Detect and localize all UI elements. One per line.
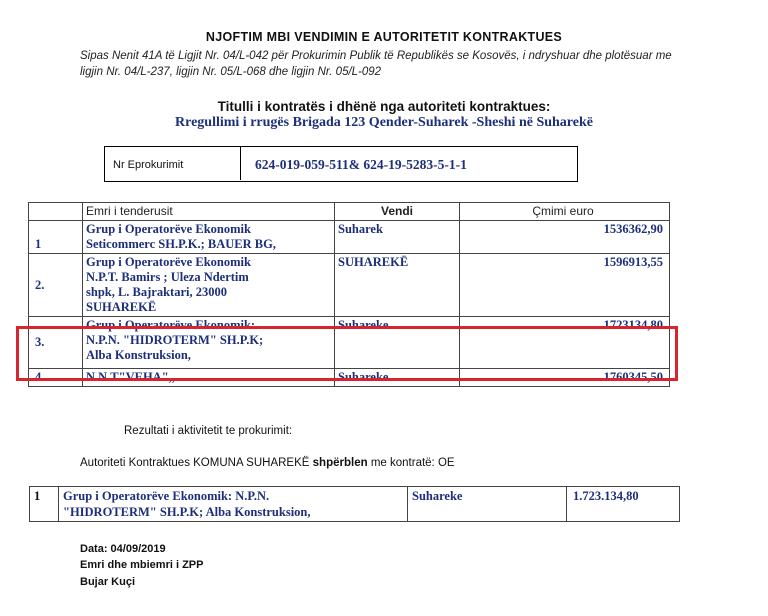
legal-basis xyxy=(80,48,720,80)
header-bidder-name: Emri i tenderusit xyxy=(83,203,335,221)
bidder-name-line: N.P.N. "HIDROTERM" SH.P.K; xyxy=(86,333,264,347)
award-verb: shpërblen xyxy=(312,457,368,469)
bidder-name-line: N.P.T. Bamirs ; Uleza Ndertim xyxy=(86,270,249,284)
legal-basis-line-2: ligjin Nr. 04/L-237, ligjin Nr. 05/L-068 dhe ligjin Nr. 05/L-092 xyxy=(80,66,382,78)
table-row xyxy=(29,221,670,254)
bidder-name-line: SUHAREKË xyxy=(86,300,157,314)
award-table xyxy=(29,486,680,522)
row-city: Suhareke xyxy=(335,369,460,387)
bidder-name-line: Grup i Operatorëve Ekonomik xyxy=(86,255,251,269)
footer-date: Data: 04/09/2019 xyxy=(80,543,166,555)
legal-basis-line-1: Sipas Nenit 41A të Ligjit Nr. 04/L-042 për Prokurimin Publik të Republikës se Kosovës, i ndryshuar dhe plotësuar me xyxy=(80,50,672,62)
row-city: Suhareke xyxy=(335,317,460,369)
award-suffix: me kontratë: OE xyxy=(370,457,455,469)
row-num: 4. xyxy=(29,369,83,387)
footer-name: Bujar Kuçi xyxy=(80,576,136,588)
row-price: 1596913,55 xyxy=(460,254,670,317)
award-prefix: Autoriteti Kontraktues KOMUNA SUHAREKË xyxy=(80,457,310,469)
bidder-name-line: Alba Konstruksion, xyxy=(86,348,191,362)
bidder-name-line: shpk, L. Bajraktari, 23000 xyxy=(86,285,227,299)
row-bidder-name xyxy=(83,254,335,317)
contract-title: Rregullimi i rrugës Brigada 123 Qender-Suharek -Sheshi në Suharekë xyxy=(175,115,593,130)
row-price: 1723134,80 xyxy=(460,317,670,369)
row-num: 2. xyxy=(29,254,83,317)
row-price: 1536362,90 xyxy=(460,221,670,254)
header-city: Vendi xyxy=(335,203,460,221)
award-city: Suhareke xyxy=(408,487,567,522)
award-statement xyxy=(80,457,455,469)
row-price: 1760345,50 xyxy=(460,369,670,387)
bidder-name-line: Seticommerc SH.P.K.; BAUER BG, xyxy=(86,237,276,251)
bidder-name-line: Grup i Operatorëve Ekonomik xyxy=(86,222,251,236)
bidder-name-line: Grup i Operatorëve Ekonomik: xyxy=(86,318,256,332)
footer-name-label: Emri dhe mbiemri i ZPP xyxy=(80,559,204,571)
eprocurement-label: Nr Eprokurimit xyxy=(105,147,241,180)
award-name-line: Grup i Operatorëve Ekonomik: N.P.N. xyxy=(63,489,270,503)
award-price: 1.723.134,80 xyxy=(567,487,680,522)
award-num: 1 xyxy=(30,487,59,522)
award-name-line: "HIDROTERM" SH.P.K; Alba Konstruksion, xyxy=(63,505,311,519)
highlight-box xyxy=(16,326,678,381)
award-bidder-name xyxy=(59,487,408,522)
bidder-name-line: N.N.T"VEHA",, xyxy=(86,370,175,384)
header-num xyxy=(29,203,83,221)
row-city: SUHAREKË xyxy=(335,254,460,317)
table-row xyxy=(29,254,670,317)
row-num: 3. xyxy=(29,317,83,369)
result-label: Rezultati i aktivitetit te prokurimit: xyxy=(124,425,293,437)
contract-heading: Titulli i kontratës i dhënë nga autoriteti kontraktues: xyxy=(217,99,551,114)
header-price: Çmimi euro xyxy=(460,203,670,221)
table-row xyxy=(30,487,680,522)
eprocurement-box xyxy=(104,146,578,182)
row-city: Suharek xyxy=(335,221,460,254)
notice-title: NJOFTIM MBI VENDIMIN E AUTORITETIT KONTRAKTUES xyxy=(205,30,563,44)
eprocurement-number: 624-019-059-511& 624-19-5283-5-1-1 xyxy=(255,157,467,172)
row-num: 1 xyxy=(29,221,83,254)
row-bidder-name xyxy=(83,221,335,254)
bids-table-header xyxy=(29,203,670,221)
